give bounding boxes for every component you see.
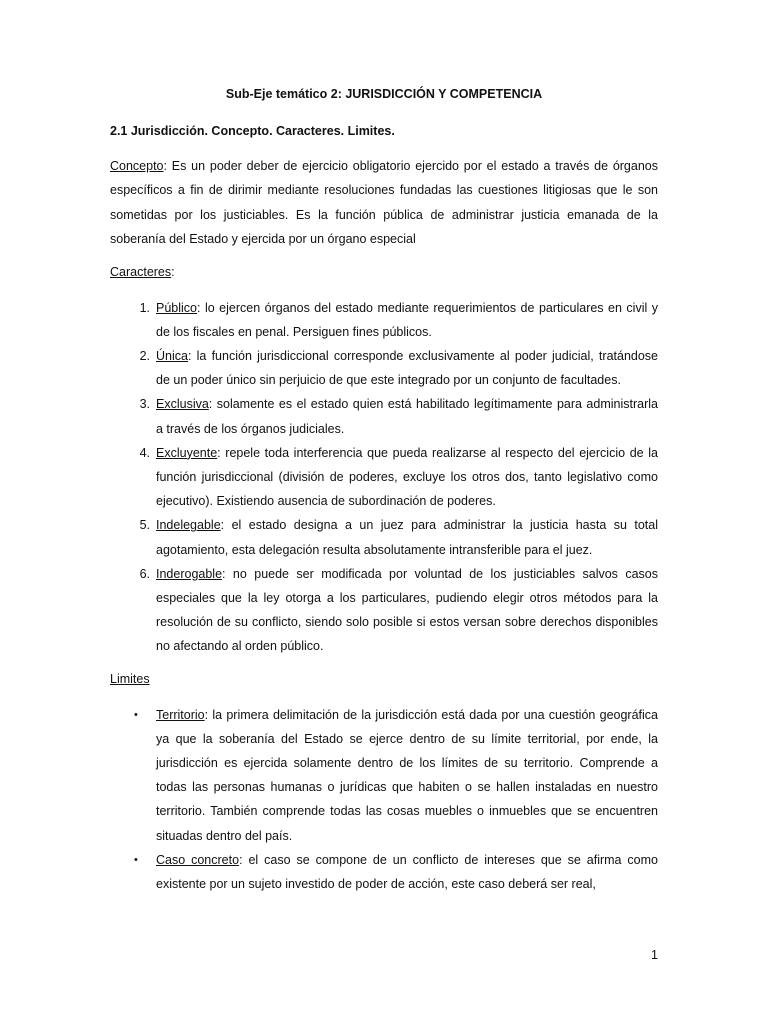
page-number: 1 xyxy=(651,948,658,962)
list-item xyxy=(110,703,658,848)
limites-list xyxy=(110,703,658,897)
item-text: : solamente es el estado quien está habilitado legítimamente para administrarla a través de los órganos judiciales. xyxy=(156,397,658,436)
item-text: : la primera delimitación de la jurisdicción está dada por una cuestión geográfica ya que la soberanía del Estado se ejerce dentro de su límite territorial, por ende, la jurisdicción es ejercida solamente dentro de los límites de su territorio. Comprende a todas las personas humanas o jurídicas que habiten o se hallen instaladas en nuestro territorio. También comprende todas las cosas muebles o inmuebles que se encuentren situadas dentro del país. xyxy=(156,707,658,843)
concepto-label: Concepto xyxy=(110,159,164,173)
document-body xyxy=(110,84,658,906)
caracteres-suffix: : xyxy=(171,264,175,279)
list-item xyxy=(110,441,658,514)
item-number: 3. xyxy=(139,397,150,412)
caracteres-list xyxy=(110,296,658,659)
item-term: Exclusiva xyxy=(156,397,209,412)
list-item xyxy=(110,392,658,440)
list-item xyxy=(110,296,658,344)
item-text: : el caso se compone de un conflicto de intereses que se afirma como existente por un sujeto investido de poder de acción, este caso deberá ser real, xyxy=(156,852,658,892)
item-term: Excluyente xyxy=(156,445,218,460)
list-item xyxy=(110,562,658,659)
item-text: : lo ejercen órganos del estado mediante requerimientos de particulares en civil y de los fiscales en penal. Persiguen fines públicos. xyxy=(156,300,658,339)
item-term: Única xyxy=(156,349,188,364)
item-term: Inderogable xyxy=(156,566,223,581)
list-item xyxy=(110,344,658,392)
caracteres-heading xyxy=(110,262,658,282)
item-text: : la función jurisdiccional corresponde exclusivamente al poder judicial, tratándose de un poder único sin perjuicio de que este integrado por un conjunto de facultades. xyxy=(156,349,658,388)
section-heading: 2.1 Jurisdicción. Concepto. Caracteres. Limites. xyxy=(110,124,395,138)
item-number: 4. xyxy=(139,445,150,460)
item-number: 1. xyxy=(139,300,150,315)
caracteres-label: Caracteres xyxy=(110,264,172,279)
item-text: : repele toda interferencia que pueda realizarse al respecto del ejercicio de la función jurisdiccional (división de poderes, excluye los otros dos, tanto legislativo como ejecutivo). Existiendo ausencia de subordinación de poderes. xyxy=(156,445,658,509)
item-term: Indelegable xyxy=(156,518,221,533)
bullet-icon: • xyxy=(134,708,138,721)
concepto-paragraph xyxy=(110,154,658,252)
concepto-text: : Es un poder deber de ejercicio obligatorio ejercido por el estado a través de órganos específicos a fin de dirimir mediante resoluciones fundadas las cuestiones litigiosas que le son sometidas por los justiciables. Es la función pública de administrar justicia emanada de la soberanía del Estado y ejercida por un órgano especial xyxy=(110,159,658,247)
item-number: 2. xyxy=(139,349,150,364)
item-number: 5. xyxy=(139,518,150,533)
item-text: : no puede ser modificada por voluntad de los justiciables salvos casos especiales que la ley otorga a los particulares, pudiendo elegir otros métodos para la resolución de su conflicto, siendo solo posible si estos versan sobre derechos disponibles no afectando al orden público. xyxy=(156,566,658,654)
list-item xyxy=(110,848,658,896)
item-number: 6. xyxy=(139,566,150,581)
item-text: : el estado designa a un juez para administrar la justicia hasta su total agotamiento, esta delegación resulta absolutamente intransferible para el juez. xyxy=(156,518,658,557)
item-term: Público xyxy=(156,300,197,315)
limites-heading xyxy=(110,669,658,689)
item-term: Caso concreto xyxy=(156,852,240,867)
document-title: Sub-Eje temático 2: JURISDICCIÓN Y COMPETENCIA xyxy=(225,87,543,101)
list-item xyxy=(110,513,658,561)
bullet-icon: • xyxy=(134,853,138,866)
item-term: Territorio xyxy=(156,707,205,722)
limites-label: Limites xyxy=(110,671,150,686)
